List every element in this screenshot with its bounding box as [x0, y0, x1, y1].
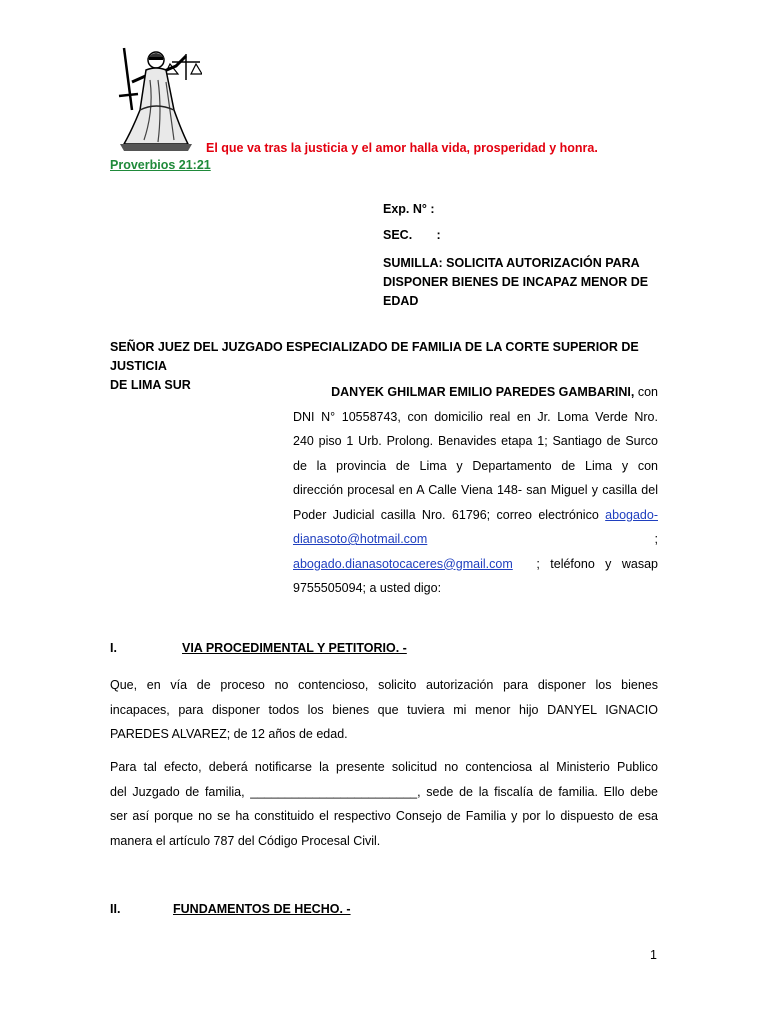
- lady-justice-icon: [110, 40, 202, 152]
- applicant-name: DANYEK GHILMAR EMILIO PAREDES GAMBARINI,: [331, 385, 635, 399]
- section-1-paragraph-2: Para tal efecto, deberá notificarse la presente solicitud no contenciosa al Ministerio Publico del Juzgado de familia, ________________________, sede de la fiscalía de familia. Ello debe ser así porque no se ha constituido el respectivo Consejo de Familia y por lo dispuesto de esa manera el artículo 787 del Código Procesal Civil.: [110, 760, 658, 848]
- section-2-number: II.: [110, 902, 121, 916]
- sec-label: SEC. :: [383, 228, 441, 242]
- section-2-title: FUNDAMENTOS DE HECHO. -: [173, 902, 351, 916]
- section-1-paragraph-1: Que, en vía de proceso no contencioso, solicito autorización para disponer los bienes incapaces, para disponer todos los bienes que tuviera mi menor hijo DANYEL IGNACIO PAREDES ALVAREZ; de 12 años de edad.: [110, 678, 658, 741]
- addressee: SEÑOR JUEZ DEL JUZGADO ESPECIALIZADO DE FAMILIA DE LA CORTE SUPERIOR DE JUSTICIA DE LIMA SUR: [110, 340, 639, 392]
- section-1-number: I.: [110, 641, 117, 655]
- exp-label: Exp. N° :: [383, 202, 435, 216]
- sumilla: SUMILLA: SOLICITA AUTORIZACIÓN PARA DISPONER BIENES DE INCAPAZ MENOR DE EDAD: [383, 256, 649, 308]
- email-link-2[interactable]: abogado.dianasotocaceres@gmail.com: [293, 556, 513, 571]
- applicant-block: DANYEK GHILMAR EMILIO PAREDES GAMBARINI, con DNI N° 10558743, con domicilio real en Jr. Loma Verde Nro. 240 piso 1 Urb. Prolong. Benavides etapa 1; Santiago de Surco de la provincia de Lima y Departamento de Lima y con dirección procesal en A Calle Viena 148- san Miguel y casilla del Poder Judicial casilla Nro. 61796; correo electrónico abogado- dianasoto@hotmail.com ; abogado.dianasotocaceres@gmail.com ; teléfono y wasap 9755505094; a usted digo:: [293, 385, 658, 595]
- email-link-1-cont[interactable]: dianasoto@hotmail.com: [293, 532, 428, 546]
- section-1-title: VIA PROCEDIMENTAL Y PETITORIO. -: [182, 641, 407, 655]
- email-link-1[interactable]: abogado-: [605, 507, 658, 522]
- epigraph-reference[interactable]: Proverbios 21:21: [110, 158, 211, 172]
- page-number: 1: [650, 948, 657, 962]
- epigraph-quote: El que va tras la justicia y el amor halla vida, prosperidad y honra.: [206, 141, 598, 155]
